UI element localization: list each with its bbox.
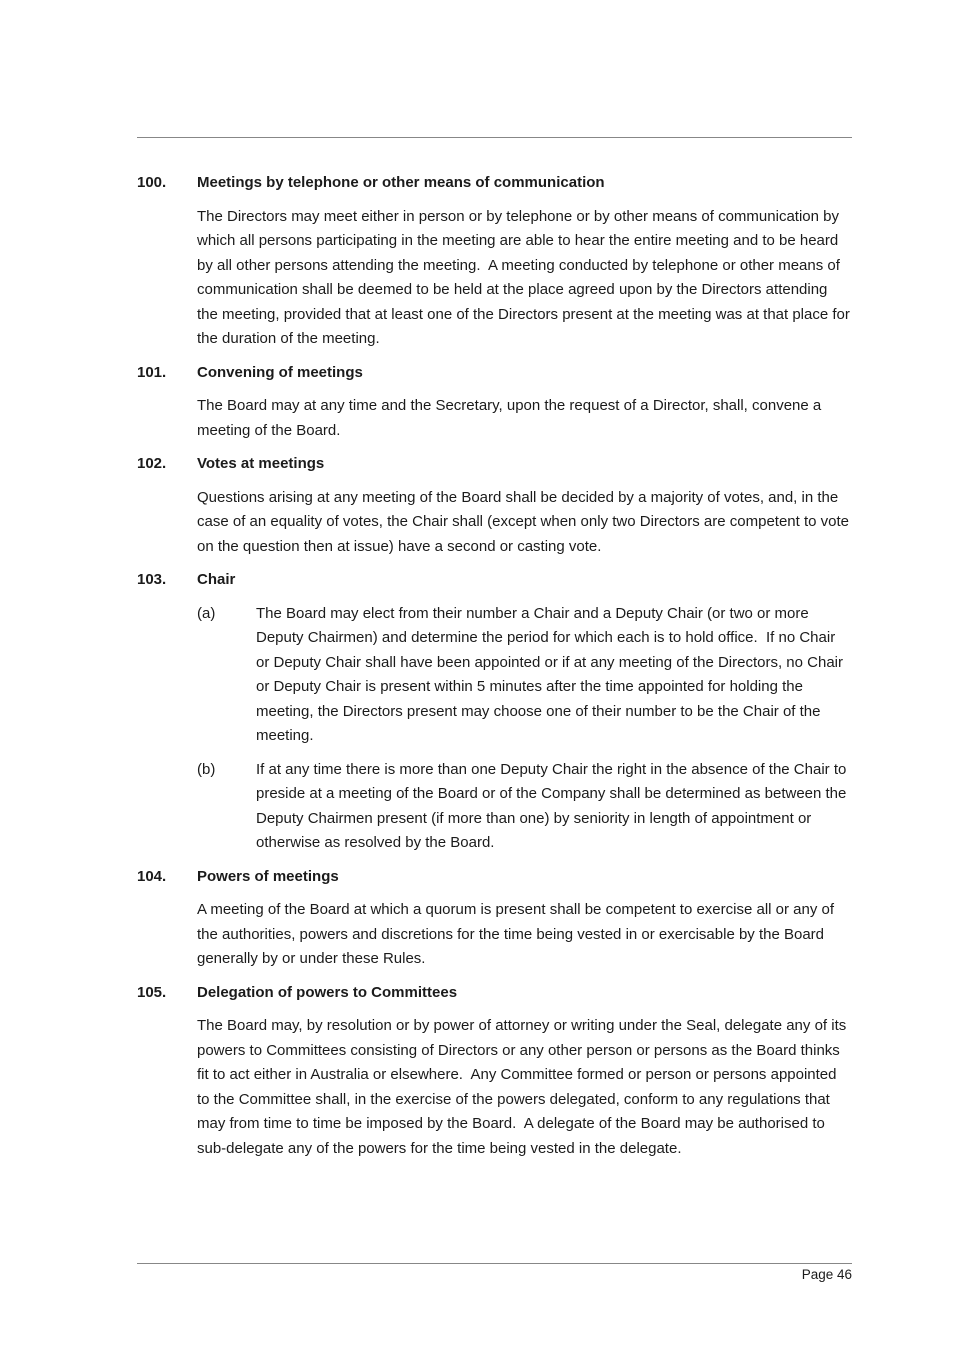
section-paragraph: The Directors may meet either in person or by telephone or by other means of communication by which all persons participating in the meeting are able to hear the entire meeting and to be heard by all other persons attending the meeting. A meeting conducted by telephone or other means of communication shall be deemed to be held at the place agreed upon by the Directors attending the meeting, provided that at least one of the Directors present at the meeting was at that place for the duration of the meeting.: [197, 207, 855, 347]
page-number: Page 46: [801, 1267, 852, 1282]
subitem-a: [197, 602, 852, 749]
subitem-text: The Board may elect from their number a Chair and a Deputy Chair (or two or more Deputy Chairmen) and determine the period for which each is to hold office. If no Chair or Deputy Chair shall have been appointed or if at any meeting of the Directors, no Chair or Deputy Chair is present within 5 minutes after the time appointed for holding the meeting, the Directors present may choose one of their number to be the Chair of the meeting.: [256, 604, 848, 744]
section-paragraph: The Board may, by resolution or by power of attorney or writing under the Seal, delegate any of its powers to Committees consisting of Directors or any other person or persons as the Board thinks fit to act either in Australia or elsewhere. Any Committee formed or person or persons appointed to the Committee shall, in the exercise of the powers delegated, conform to any regulations that may from time to time be imposed by the Board. A delegate of the Board may be authorised to sub-delegate any of the powers for the time being vested in the delegate.: [197, 1017, 851, 1157]
section-paragraph: A meeting of the Board at which a quorum is present shall be competent to exercise all or any of the authorities, powers and discretions for the time being vested in or exercisable by the Board generally by or under these Rules.: [197, 901, 839, 967]
section-title: Convening of meetings: [197, 363, 363, 381]
section-title: Chair: [197, 571, 236, 588]
section-heading: [137, 568, 852, 593]
section-heading: [137, 981, 852, 1006]
section-number: 102.: [137, 455, 167, 472]
section-105: [137, 981, 852, 1162]
section-102: [137, 452, 852, 559]
subitem-label: (a): [197, 604, 216, 622]
section-number: 104.: [137, 867, 167, 885]
section-title: Powers of meetings: [197, 867, 339, 885]
page-footer: [137, 1266, 852, 1283]
section-title: Delegation of powers to Committees: [197, 983, 458, 1001]
section-103: [137, 568, 852, 856]
section-number: 100.: [137, 174, 167, 191]
section-paragraph: Questions arising at any meeting of the Board shall be decided by a majority of votes, and, in the case of an equality of votes, the Chair shall (except when only two Directors are competent to vote on the question then at issue) have a second or casting vote.: [197, 488, 854, 555]
subitem-label: (b): [197, 760, 216, 778]
footer-rule: [137, 1263, 852, 1264]
section-heading: [137, 361, 852, 386]
section-number: 101.: [137, 363, 167, 381]
section-heading: [137, 171, 852, 196]
section-number: 103.: [137, 571, 167, 588]
section-101: [137, 361, 852, 444]
section-title: Meetings by telephone or other means of communication: [197, 174, 605, 191]
section-title: Votes at meetings: [197, 455, 325, 472]
document-body: [137, 171, 855, 1170]
section-number: 105.: [137, 983, 167, 1001]
section-heading: [137, 865, 852, 890]
header-rule: [137, 137, 852, 138]
section-104: [137, 865, 852, 972]
subitem-b: [197, 758, 852, 856]
section-heading: [137, 452, 852, 477]
section-paragraph: The Board may at any time and the Secretary, upon the request of a Director, shall, convene a meeting of the Board.: [197, 397, 826, 439]
section-100: [137, 171, 855, 352]
subitem-text: If at any time there is more than one Deputy Chair the right in the absence of the Chair to preside at a meeting of the Board or of the Company shall be determined as between the Deputy Chairmen present (if more than one) by seniority in length of appointment or otherwise as resolved by the Board.: [256, 760, 851, 851]
